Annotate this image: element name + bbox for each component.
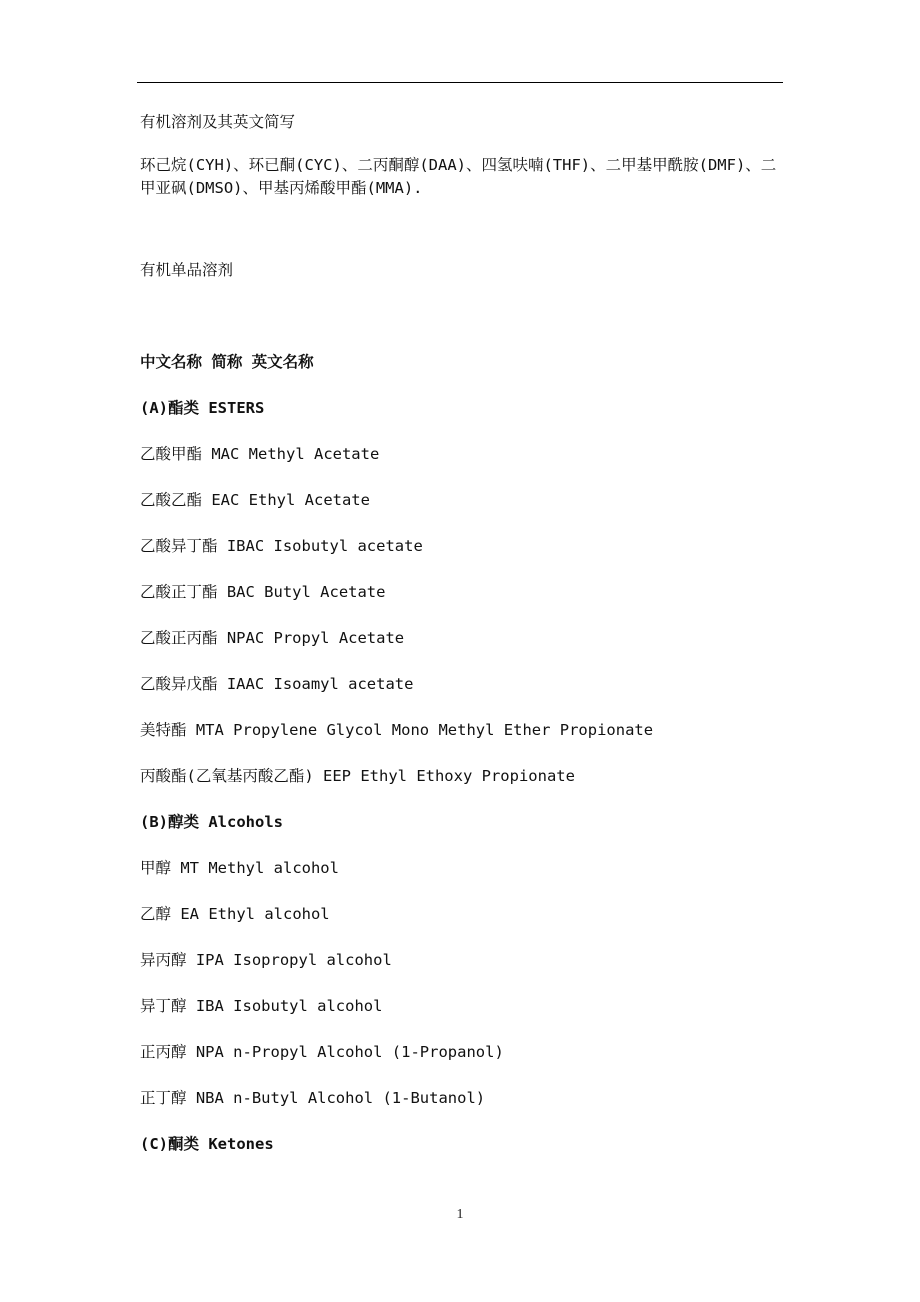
section-heading-alcohols: (B)醇类 Alcohols [140,813,283,831]
list-item: 正丁醇 NBA n-Butyl Alcohol (1-Butanol) [140,1089,486,1107]
section-heading-esters: (A)酯类 ESTERS [140,399,265,417]
list-item: 乙醇 EA Ethyl alcohol [140,905,330,923]
table-header: 中文名称 简称 英文名称 [140,353,314,371]
list-item: 乙酸正丙酯 NPAC Propyl Acetate [140,629,405,647]
document-body [140,110,780,1178]
list-item: 乙酸异丁酯 IBAC Isobutyl acetate [140,537,423,555]
document-title: 有机溶剂及其英文简写 [140,113,296,131]
list-item: 正丙醇 NPA n-Propyl Alcohol (1-Propanol) [140,1043,504,1061]
intro-paragraph: 环己烷(CYH)、环已酮(CYC)、二丙酮醇(DAA)、四氢呋喃(THF)、二甲基甲酰胺(DMF)、二甲亚砜(DMSO)、甲基丙烯酸甲酯(MMA). [140,156,777,197]
list-item: 乙酸正丁酯 BAC Butyl Acetate [140,583,386,601]
list-item: 美特酯 MTA Propylene Glycol Mono Methyl Ether Propionate [140,721,654,739]
list-item: 乙酸乙酯 EAC Ethyl Acetate [140,491,370,509]
list-item: 乙酸异戊酯 IAAC Isoamyl acetate [140,675,414,693]
page-number: 1 [456,1207,464,1222]
section-subtitle: 有机单品溶剂 [140,261,234,279]
list-item: 甲醇 MT Methyl alcohol [140,859,339,877]
list-item: 丙酸酯(乙氧基丙酸乙酯) EEP Ethyl Ethoxy Propionate [140,767,575,785]
list-item: 异丁醇 IBA Isobutyl alcohol [140,997,383,1015]
list-item: 乙酸甲酯 MAC Methyl Acetate [140,445,380,463]
list-item: 异丙醇 IPA Isopropyl alcohol [140,951,392,969]
section-heading-ketones: (C)酮类 Ketones [140,1135,274,1153]
header-rule [137,82,783,83]
